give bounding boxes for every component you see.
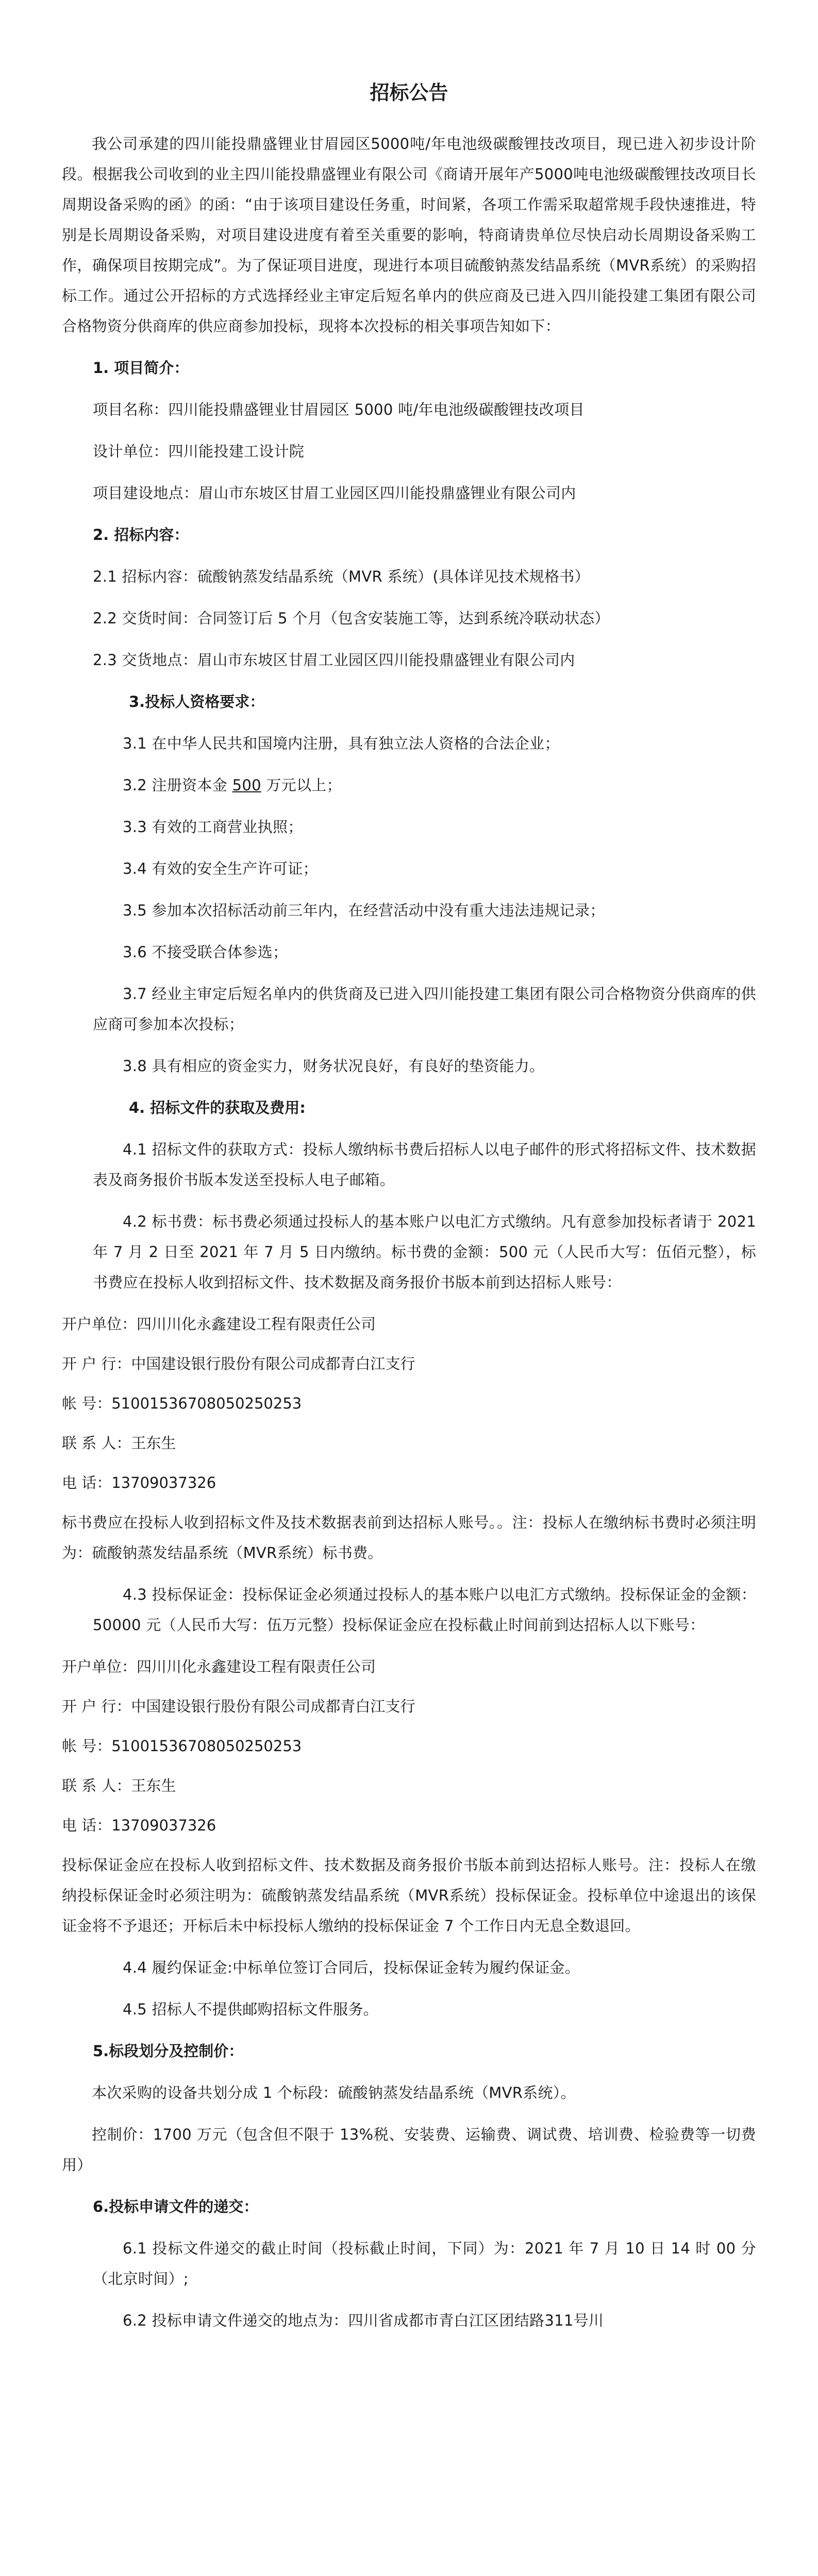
payee-unit-1: 开户单位：四川川化永鑫建设工程有限责任公司 (62, 1315, 376, 1333)
registered-capital-amount: 500 (232, 776, 261, 794)
paragraph-4-2: 4.2 标书费：标书费必须通过投标人的基本账户以电汇方式缴纳。凡有意参加投标者请于 2021 年 7 月 2 日至 2021 年 7 月 5 日内缴纳。标书费的金额：500 元（人民币大写：伍佰元整），标书费应在投标人收到招标文件、技术数据及商务报价书版本前到达招标人账号： (93, 1213, 756, 1291)
section-6-heading: 6.投标申请文件的递交： (93, 2198, 259, 2215)
phone-2: 电 话：13709037326 (62, 1817, 216, 1834)
section-4-heading: 4. 招标文件的获取及费用: (129, 1099, 306, 1116)
intro-paragraph: 我公司承建的四川能投鼎盛锂业甘眉园区5000吨/年电池级碳酸锂技改项目，现已进入初步设计阶段。根据我公司收到的业主四川能投鼎盛锂业有限公司《商请开展年产5000吨电池级碳酸锂技改项目长周期设备采购的函》的函：“由于该项目建设任务重，时间紧，各项工作需采取超常规手段快速推进，特别是长周期设备采购，对项目建设进度有着至关重要的影响，特商请贵单位尽快启动长周期设备采购工作，确保项目按期完成”。为了保证项目进度，现进行本项目硫酸钠蒸发结晶系统（MVR系统）的采购招标工作。通过公开招标的方式选择经业主审定后短名单内的供应商及已进入四川能投建工集团有限公司合格物资分供商库的供应商参加投标，现将本次投标的相关事项告知如下： (62, 135, 756, 335)
contact-1: 联 系 人：王东生 (62, 1434, 176, 1452)
control-price: 控制价：1700 万元（包含但不限于 13%税、安装费、运输费、调试费、培训费、检验费等一切费用） (62, 2126, 756, 2174)
requirement-3-2-suffix: 万元以上； (261, 776, 342, 794)
contact-2: 联 系 人：王东生 (62, 1777, 176, 1794)
account-1: 帐 号：51001536708050250253 (62, 1395, 302, 1412)
tender-content-2-1: 2.1 招标内容：硫酸钠蒸发结晶系统（MVR 系统）(具体详见技术规格书） (93, 568, 590, 585)
page-title: 招标公告 (370, 81, 448, 104)
requirement-3-2-text: 3.2 注册资本金 (123, 776, 232, 794)
section-2-heading: 2. 招标内容： (93, 526, 189, 544)
phone-1: 电 话：13709037326 (62, 1474, 216, 1492)
paragraph-4-4: 4.4 履约保证金:中标单位签订合同后，投标保证金转为履约保证金。 (123, 1959, 580, 1976)
payee-unit-2: 开户单位：四川川化永鑫建设工程有限责任公司 (62, 1658, 376, 1675)
note-4-3: 投标保证金应在投标人收到招标文件、技术数据及商务报价书版本前到达招标人账号。注：投标人在缴纳投标保证金时必须注明为：硫酸钠蒸发结晶系统（MVR系统）投标保证金。投标单位中途退出的该保证金将不予退还；开标后未中标投标人缴纳的投标保证金 7 个工作日内无息全数退回。 (62, 1856, 756, 1935)
requirement-3-2 (62, 770, 756, 801)
requirement-3-7: 3.7 经业主审定后短名单内的供货商及已进入四川能投建工集团有限公司合格物资分供商库的供应商可参加本次投标； (93, 985, 756, 1033)
paragraph-4-5: 4.5 招标人不提供邮购招标文件服务。 (123, 2001, 379, 2018)
account-2: 帐 号：51001536708050250253 (62, 1737, 302, 1755)
project-name: 项目名称：四川能投鼎盛锂业甘眉园区 5000 吨/年电池级碳酸锂技改项目 (93, 401, 585, 418)
paragraph-5-1: 本次采购的设备共划分成 1 个标段：硫酸钠蒸发结晶系统（MVR系统）。 (92, 2084, 576, 2102)
paragraph-4-1: 4.1 招标文件的获取方式：投标人缴纳标书费后招标人以电子邮件的形式将招标文件、技术数据表及商务报价书版本发送至投标人电子邮箱。 (93, 1141, 756, 1189)
requirement-3-4: 3.4 有效的安全生产许可证； (123, 860, 318, 877)
delivery-place-2-3: 2.3 交货地点：眉山市东坡区甘眉工业园区四川能投鼎盛锂业有限公司内 (93, 651, 575, 669)
requirement-3-6: 3.6 不接受联合体参选； (123, 943, 288, 961)
requirement-3-8: 3.8 具有相应的资金实力，财务状况良好，有良好的垫资能力。 (123, 1057, 545, 1075)
bank-1: 开 户 行：中国建设银行股份有限公司成都青白江支行 (62, 1355, 415, 1372)
section-1-heading: 1. 项目简介： (93, 359, 189, 377)
section-3-heading: 3.投标人资格要求： (129, 693, 265, 710)
paragraph-6-2: 6.2 投标申请文件递交的地点为：四川省成都市青白江区团结路311号川 (123, 2312, 604, 2329)
requirement-3-5: 3.5 参加本次招标活动前三年内，在经营活动中没有重大违法违规记录； (123, 902, 605, 919)
delivery-time-2-2: 2.2 交货时间：合同签订后 5 个月（包含安装施工等，达到系统冷联动状态） (93, 609, 610, 627)
note-4-2: 标书费应在投标人收到招标文件及技术数据表前到达招标人账号。。注：投标人在缴纳标书费时必须注明为：硫酸钠蒸发结晶系统（MVR系统）标书费。 (62, 1514, 756, 1562)
requirement-3-3: 3.3 有效的工商营业执照； (123, 818, 303, 836)
design-unit: 设计单位：四川能投建工设计院 (93, 443, 305, 460)
bank-2: 开 户 行：中国建设银行股份有限公司成都青白江支行 (62, 1698, 415, 1715)
paragraph-4-3: 4.3 投标保证金：投标保证金必须通过投标人的基本账户以电汇方式缴纳。投标保证金的金额：50000 元（人民币大写：伍万元整）投标保证金应在投标截止时间前到达招标人以下账号： (93, 1586, 756, 1634)
requirement-3-1: 3.1 在中华人民共和国境内注册，具有独立法人资格的合法企业； (123, 735, 560, 752)
paragraph-6-1: 6.1 投标文件递交的截止时间（投标截止时间，下同）为：2021 年 7 月 10 日 14 时 00 分（北京时间）; (93, 2240, 756, 2287)
project-location: 项目建设地点：眉山市东坡区甘眉工业园区四川能投鼎盛锂业有限公司内 (93, 484, 576, 502)
section-5-heading: 5.标段划分及控制价： (93, 2042, 244, 2060)
